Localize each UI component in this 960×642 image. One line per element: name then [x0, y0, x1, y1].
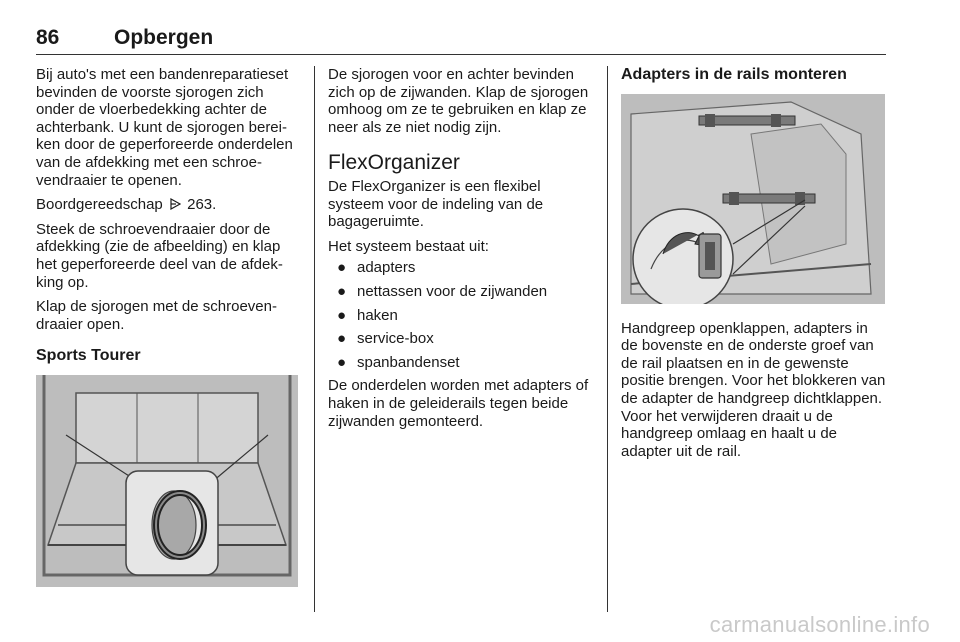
header-rule — [36, 54, 886, 55]
column-divider — [314, 66, 315, 612]
column-2 — [328, 66, 598, 437]
bullet-icon: ● — [337, 330, 347, 348]
paragraph: Bij auto's met een bandenreparatieset bevinden de voorste sjorogen zich onder de vloerbedekking achter de achterbank. U kunt de sjorogen bereiken door de geperforeerde onderdelen van de afdekking met een schroevendraaier te openen. — [36, 66, 293, 189]
list-item: ● spanbandenset — [337, 353, 460, 371]
cargo-area-illustration — [36, 375, 298, 587]
page-header — [36, 26, 886, 52]
list-item: ● adapters — [337, 259, 416, 277]
rail-adapter-illustration — [621, 94, 885, 304]
column-3 — [621, 66, 887, 467]
list-item: ● haken — [337, 306, 398, 324]
page-reference-link[interactable]: 263. — [187, 196, 217, 214]
paragraph-reference — [36, 196, 304, 214]
paragraph: De onderdelen worden met adapters of haken in de geleiderails tegen beide zijwanden gemonteerd. — [328, 377, 589, 430]
heading-flexorganizer: FlexOrganizer — [328, 151, 460, 175]
bullet-icon: ● — [337, 306, 347, 324]
list-item: ● nettassen voor de zijwanden — [337, 282, 548, 300]
paragraph: De sjorogen voor en achter bevinden zich op de zijwanden. Klap de sjorogen omhoog om ze te gebruiken en klap ze neer als ze niet nodig zijn. — [328, 66, 589, 136]
bullet-icon: ● — [337, 282, 347, 300]
bullet-icon: ● — [337, 259, 347, 277]
paragraph: Klap de sjorogen met de schroevendraaier open. — [36, 298, 277, 333]
cross-reference-arrow-icon — [170, 198, 181, 210]
subheading-adapters: Adapters in de rails monteren — [621, 66, 847, 83]
paragraph: Handgreep openklappen, adapters in de bovenste en de onderste groef van de rail plaatsen en in de gewenste positie brengen. Voor het blokkeren van de adapter de handgreep dichtklappen. Voor het verwijderen draait u de handgreep omlaag en haalt u de adapter uit de rail. — [621, 319, 886, 460]
paragraph: Het systeem bestaat uit: — [328, 237, 489, 255]
reference-label: Boordgereedschap — [36, 196, 163, 214]
chapter-title: Opbergen — [114, 26, 214, 49]
watermark-text: carmanualsonline.info — [709, 612, 930, 637]
column-divider — [607, 66, 608, 612]
column-1 — [36, 66, 304, 587]
list-item: ● service-box — [337, 330, 434, 348]
page-number: 86 — [36, 26, 60, 49]
component-list — [328, 259, 598, 371]
paragraph: De FlexOrganizer is een flexibel systeem voor de indeling van de bagageruimte. — [328, 177, 544, 231]
subheading-sports-tourer: Sports Tourer — [36, 347, 141, 365]
paragraph: Steek de schroevendraaier door de afdekking (zie de afbeelding) en klap het geperforeerde deel van de afdekking op. — [36, 220, 283, 291]
bullet-icon: ● — [337, 353, 347, 371]
